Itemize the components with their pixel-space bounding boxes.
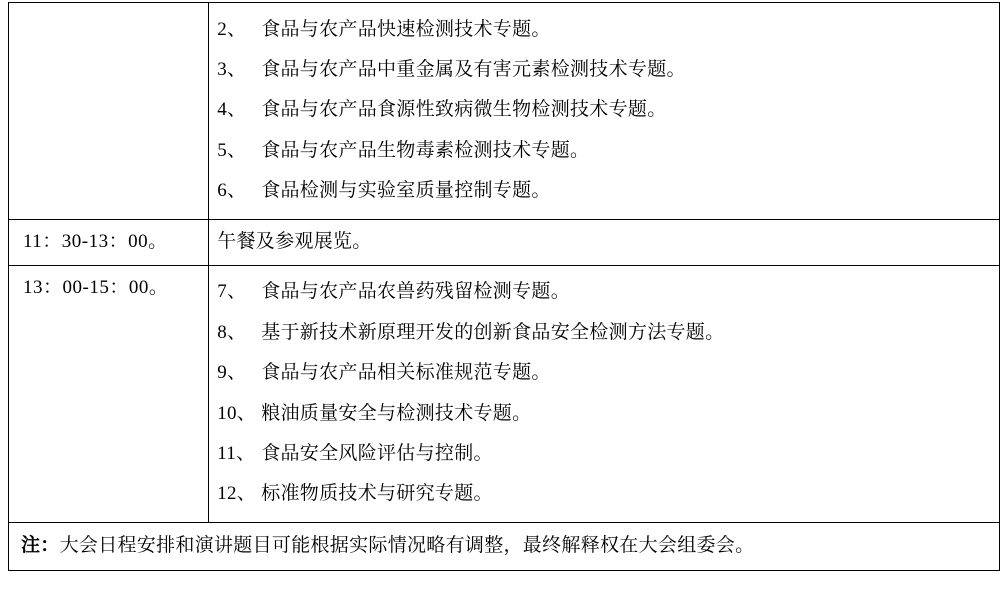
conference-schedule-table <box>8 2 1000 571</box>
list-item <box>217 433 989 473</box>
list-item-label: 食品与农产品食源性致病微生物检测技术专题。 <box>261 99 667 121</box>
list-item-number: 10、 <box>217 402 257 424</box>
note-text <box>9 523 999 570</box>
time-cell <box>9 3 209 220</box>
time-cell <box>9 265 209 523</box>
list-item-label: 食品与农产品农兽药残留检测专题。 <box>261 281 570 303</box>
table-row <box>9 265 1000 523</box>
time-label: 13：00-15：00。 <box>23 276 169 298</box>
list-item-number: 11、 <box>217 442 256 464</box>
table-row <box>9 3 1000 220</box>
list-item-label: 标准物质技术与研究专题。 <box>261 483 493 505</box>
list-item-label: 食品与农产品中重金属及有害元素检测技术专题。 <box>261 58 686 80</box>
list-item-label: 粮油质量安全与检测技术专题。 <box>261 402 532 424</box>
list-item <box>217 353 989 393</box>
list-item <box>217 90 989 130</box>
time-label <box>9 3 208 19</box>
lunch-cell <box>209 220 1000 266</box>
topics-cell <box>209 265 1000 523</box>
list-item-label: 食品安全风险评估与控制。 <box>261 442 493 464</box>
list-item-label: 食品与农产品快速检测技术专题。 <box>261 18 551 40</box>
list-item-number: 6、 <box>217 180 247 202</box>
list-item <box>217 49 989 89</box>
note-label: 注： <box>21 535 60 557</box>
list-item-label: 基于新技术新原理开发的创新食品安全检测方法专题。 <box>261 321 725 343</box>
topics-cell <box>209 3 1000 220</box>
list-item <box>217 393 989 433</box>
lunch-label: 午餐及参观展览。 <box>217 231 372 253</box>
note-body: 大会日程安排和演讲题目可能根据实际情况略有调整，最终解释权在大会组委会。 <box>59 535 755 557</box>
list-item-number: 2、 <box>217 18 247 40</box>
list-item-number: 8、 <box>217 321 247 343</box>
list-item <box>217 474 989 514</box>
list-item-number: 7、 <box>217 281 247 303</box>
time-cell <box>9 220 209 266</box>
table-row <box>9 220 1000 266</box>
list-item <box>217 130 989 170</box>
list-item-label: 食品检测与实验室质量控制专题。 <box>261 180 551 202</box>
note-cell <box>9 523 1000 571</box>
list-item-number: 5、 <box>217 139 247 161</box>
topic-list <box>209 3 999 219</box>
list-item <box>217 312 989 352</box>
list-item <box>217 9 989 49</box>
list-item-number: 9、 <box>217 362 247 384</box>
list-item-number: 12、 <box>217 483 257 505</box>
list-item <box>217 171 989 211</box>
table-row-note <box>9 523 1000 571</box>
list-item-number: 4、 <box>217 99 247 121</box>
time-label: 11：30-13：00。 <box>23 231 168 253</box>
list-item <box>217 272 989 312</box>
list-item-label: 食品与农产品生物毒素检测技术专题。 <box>261 139 590 161</box>
topic-list <box>209 266 999 523</box>
list-item-number: 3、 <box>217 58 247 80</box>
list-item-label: 食品与农产品相关标准规范专题。 <box>261 362 551 384</box>
document-page <box>0 2 1008 596</box>
